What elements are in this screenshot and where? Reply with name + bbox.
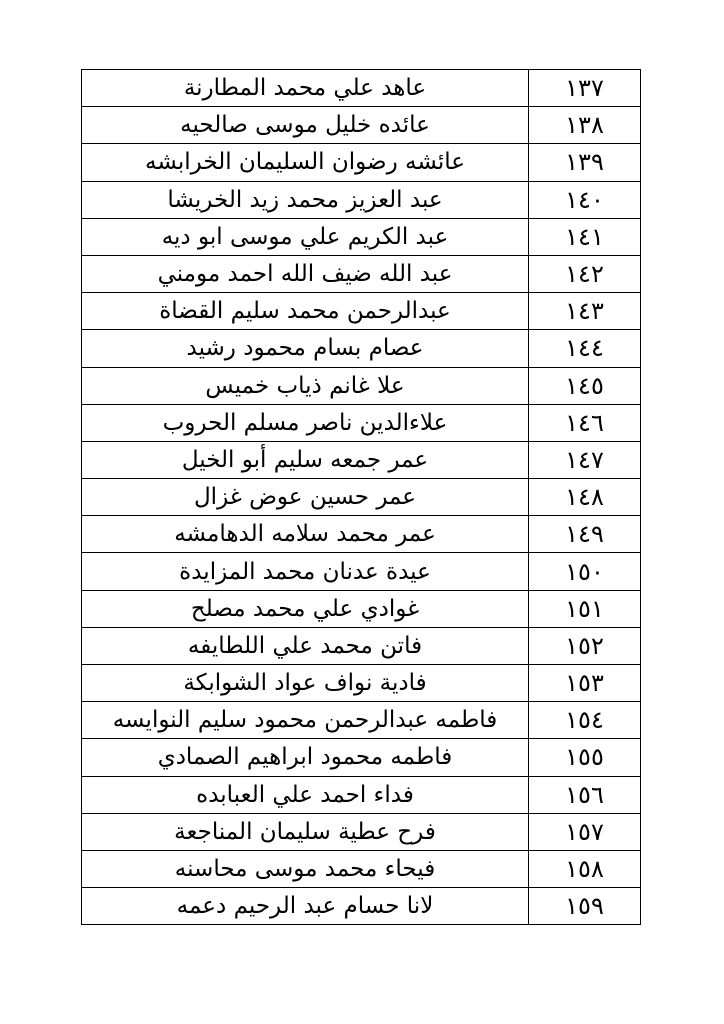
row-number-cell: ١٥٨ (529, 850, 641, 887)
row-name-cell: عائشه رضوان السليمان الخرابشه (82, 144, 529, 181)
row-name-cell: فاطمه محمود ابراهيم الصمادي (82, 739, 529, 776)
table-row (82, 70, 641, 107)
row-name-cell: فاتن محمد علي اللطايفه (82, 627, 529, 664)
row-number-cell: ١٣٨ (529, 107, 641, 144)
row-name-cell: علا غانم ذياب خميس (82, 367, 529, 404)
row-name-cell: غوادي علي محمد مصلح (82, 590, 529, 627)
row-number-cell: ١٤٣ (529, 293, 641, 330)
table-row (82, 218, 641, 255)
table-row (82, 107, 641, 144)
row-number-cell: ١٤٠ (529, 181, 641, 218)
table-row (82, 181, 641, 218)
table-row (82, 813, 641, 850)
row-name-cell: فاطمه عبدالرحمن محمود سليم النوايسه (82, 702, 529, 739)
table-row (82, 739, 641, 776)
table-row (82, 702, 641, 739)
table-row (82, 516, 641, 553)
row-name-cell: لانا حسام عبد الرحيم دعمه (82, 888, 529, 925)
table-row (82, 330, 641, 367)
row-number-cell: ١٤٥ (529, 367, 641, 404)
row-number-cell: ١٤٢ (529, 255, 641, 292)
row-number-cell: ١٣٧ (529, 70, 641, 107)
table-row (82, 144, 641, 181)
row-number-cell: ١٤٨ (529, 479, 641, 516)
names-table (81, 69, 641, 925)
row-number-cell: ١٣٩ (529, 144, 641, 181)
table-row (82, 367, 641, 404)
row-name-cell: عيدة عدنان محمد المزايدة (82, 553, 529, 590)
row-name-cell: علاءالدين ناصر مسلم الحروب (82, 404, 529, 441)
row-number-cell: ١٥١ (529, 590, 641, 627)
row-name-cell: عصام بسام محمود رشيد (82, 330, 529, 367)
table-row (82, 627, 641, 664)
table-row (82, 479, 641, 516)
row-name-cell: عمر حسين عوض غزال (82, 479, 529, 516)
table-row (82, 293, 641, 330)
row-name-cell: فادية نواف عواد الشوابكة (82, 665, 529, 702)
row-number-cell: ١٥٦ (529, 776, 641, 813)
row-name-cell: عبدالرحمن محمد سليم القضاة (82, 293, 529, 330)
table-row (82, 553, 641, 590)
row-number-cell: ١٤٩ (529, 516, 641, 553)
row-name-cell: عمر جمعه سليم أبو الخيل (82, 441, 529, 478)
names-table-body (82, 70, 641, 925)
row-name-cell: عاهد علي محمد المطارنة (82, 70, 529, 107)
row-number-cell: ١٥٣ (529, 665, 641, 702)
row-number-cell: ١٤١ (529, 218, 641, 255)
row-name-cell: عبد الله ضيف الله احمد مومني (82, 255, 529, 292)
row-name-cell: فداء احمد علي العبابده (82, 776, 529, 813)
row-number-cell: ١٥٤ (529, 702, 641, 739)
row-number-cell: ١٥٧ (529, 813, 641, 850)
row-number-cell: ١٤٧ (529, 441, 641, 478)
row-number-cell: ١٥٥ (529, 739, 641, 776)
table-row (82, 888, 641, 925)
table-row (82, 590, 641, 627)
row-name-cell: عمر محمد سلامه الدهامشه (82, 516, 529, 553)
table-row (82, 441, 641, 478)
row-name-cell: عائده خليل موسى صالحيه (82, 107, 529, 144)
table-row (82, 404, 641, 441)
row-name-cell: فرح عطية سليمان المناجعة (82, 813, 529, 850)
row-number-cell: ١٥٠ (529, 553, 641, 590)
table-row (82, 665, 641, 702)
table-row (82, 255, 641, 292)
table-row (82, 850, 641, 887)
row-number-cell: ١٤٦ (529, 404, 641, 441)
row-number-cell: ١٥٩ (529, 888, 641, 925)
row-name-cell: فيحاء محمد موسى محاسنه (82, 850, 529, 887)
row-number-cell: ١٤٤ (529, 330, 641, 367)
row-name-cell: عبد الكريم علي موسى ابو ديه (82, 218, 529, 255)
table-row (82, 776, 641, 813)
row-name-cell: عبد العزيز محمد زيد الخريشا (82, 181, 529, 218)
row-number-cell: ١٥٢ (529, 627, 641, 664)
